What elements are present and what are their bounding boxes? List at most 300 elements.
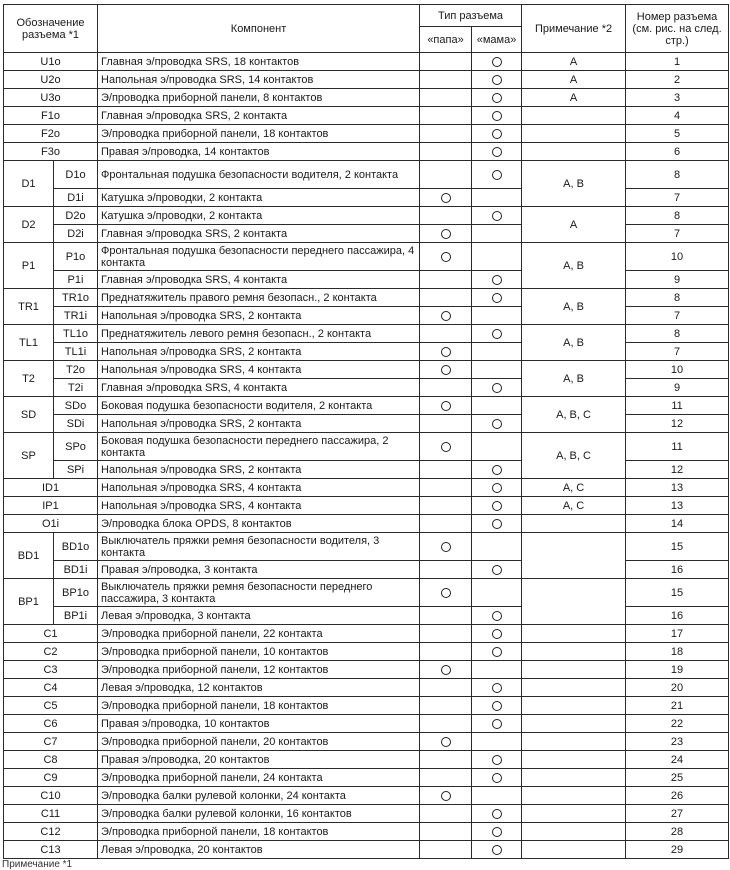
connector-circle-mark xyxy=(492,293,502,303)
row-male-type xyxy=(420,189,472,207)
row-male-type xyxy=(420,89,472,107)
table-row xyxy=(4,497,729,515)
row-component: Правая э/проводка, 20 контактов xyxy=(98,751,420,769)
connector-circle-mark xyxy=(492,501,502,511)
row-component: Э/проводка приборной панели, 18 контактов xyxy=(98,697,420,715)
row-male-type xyxy=(420,805,472,823)
connector-circle-mark xyxy=(441,542,451,552)
row-male-type xyxy=(420,225,472,243)
row-connector-number: 8 xyxy=(626,207,729,225)
connector-circle-mark xyxy=(492,465,502,475)
row-component: Напольная э/проводка SRS, 4 контакта xyxy=(98,361,420,379)
table-row xyxy=(4,679,729,697)
table-row xyxy=(4,125,729,143)
row-male-type xyxy=(420,823,472,841)
row-code: C7 xyxy=(4,733,98,751)
row-note xyxy=(522,733,626,751)
row-male-type xyxy=(420,751,472,769)
row-female-type xyxy=(472,397,522,415)
header-connector-number: Номер разъема (см. рис. на след. стр.) xyxy=(626,5,729,53)
row-female-type xyxy=(472,643,522,661)
row-connector-number: 21 xyxy=(626,697,729,715)
row-connector-number: 10 xyxy=(626,243,729,271)
table-row xyxy=(4,625,729,643)
row-code: BD1o xyxy=(54,533,98,561)
row-female-type xyxy=(472,107,522,125)
row-connector-number: 26 xyxy=(626,787,729,805)
row-female-type xyxy=(472,271,522,289)
connector-circle-mark xyxy=(492,57,502,67)
row-note: A, C xyxy=(522,479,626,497)
row-female-type xyxy=(472,479,522,497)
row-female-type xyxy=(472,125,522,143)
row-code: SPo xyxy=(54,433,98,461)
connector-circle-mark xyxy=(441,665,451,675)
row-code: BP1o xyxy=(54,579,98,607)
row-code: SDo xyxy=(54,397,98,415)
table-row xyxy=(4,823,729,841)
row-male-type xyxy=(420,143,472,161)
row-female-type xyxy=(472,225,522,243)
connector-circle-mark xyxy=(492,75,502,85)
row-connector-number: 19 xyxy=(626,661,729,679)
table-row xyxy=(4,89,729,107)
row-male-type xyxy=(420,625,472,643)
row-male-type xyxy=(420,71,472,89)
row-note xyxy=(522,515,626,533)
connector-circle-mark xyxy=(441,193,451,203)
row-note: A, B, C xyxy=(522,433,626,479)
row-female-type xyxy=(472,307,522,325)
row-connector-number: 15 xyxy=(626,579,729,607)
connector-circle-mark xyxy=(492,701,502,711)
row-component: Э/проводка балки рулевой колонки, 16 контактов xyxy=(98,805,420,823)
row-component: Выключатель пряжки ремня безопасности водителя, 3 контакта xyxy=(98,533,420,561)
row-male-type xyxy=(420,379,472,397)
table-row xyxy=(4,161,729,189)
connector-circle-mark xyxy=(441,442,451,452)
row-note: A, B xyxy=(522,325,626,361)
row-female-type xyxy=(472,625,522,643)
row-male-type xyxy=(420,679,472,697)
row-female-type xyxy=(472,561,522,579)
row-female-type xyxy=(472,161,522,189)
row-component: Э/проводка приборной панели, 10 контактов xyxy=(98,643,420,661)
row-component: Левая э/проводка, 12 контактов xyxy=(98,679,420,697)
row-note xyxy=(522,841,626,859)
row-group-code: TL1 xyxy=(4,325,54,361)
row-connector-number: 5 xyxy=(626,125,729,143)
row-connector-number: 7 xyxy=(626,225,729,243)
row-code: D2o xyxy=(54,207,98,225)
row-group-code: BD1 xyxy=(4,533,54,579)
row-component: Э/проводка приборной панели, 20 контактов xyxy=(98,733,420,751)
row-connector-number: 17 xyxy=(626,625,729,643)
row-female-type xyxy=(472,53,522,71)
row-connector-number: 12 xyxy=(626,461,729,479)
row-component: Главная э/проводка SRS, 2 контакта xyxy=(98,107,420,125)
row-note: A, B, C xyxy=(522,397,626,433)
connector-circle-mark xyxy=(492,147,502,157)
table-row xyxy=(4,841,729,859)
row-code: C4 xyxy=(4,679,98,697)
row-female-type xyxy=(472,787,522,805)
connector-circle-mark xyxy=(492,755,502,765)
connector-circle-mark xyxy=(492,329,502,339)
row-group-code: SD xyxy=(4,397,54,433)
row-connector-number: 13 xyxy=(626,479,729,497)
header-designation: Обозначение разъема *1 xyxy=(4,5,98,53)
row-component: Правая э/проводка, 3 контакта xyxy=(98,561,420,579)
connector-circle-mark xyxy=(441,791,451,801)
row-connector-number: 9 xyxy=(626,379,729,397)
row-code: TL1o xyxy=(54,325,98,343)
connector-circle-mark xyxy=(441,311,451,321)
row-component: Боковая подушка безопасности водителя, 2 контакта xyxy=(98,397,420,415)
row-code: D2i xyxy=(54,225,98,243)
row-component: Правая э/проводка, 10 контактов xyxy=(98,715,420,733)
row-female-type xyxy=(472,607,522,625)
row-group-code: SP xyxy=(4,433,54,479)
row-male-type xyxy=(420,715,472,733)
row-code: D1i xyxy=(54,189,98,207)
row-note xyxy=(522,643,626,661)
header-note: Примечание *2 xyxy=(522,5,626,53)
row-code: TR1o xyxy=(54,289,98,307)
connector-circle-mark xyxy=(492,519,502,529)
row-female-type xyxy=(472,733,522,751)
table-row xyxy=(4,361,729,379)
row-female-type xyxy=(472,343,522,361)
row-male-type xyxy=(420,107,472,125)
row-female-type xyxy=(472,841,522,859)
row-male-type xyxy=(420,607,472,625)
row-note xyxy=(522,715,626,733)
connector-circle-mark xyxy=(492,211,502,221)
table-row xyxy=(4,289,729,307)
connector-circle-mark xyxy=(441,229,451,239)
row-note xyxy=(522,823,626,841)
row-note xyxy=(522,769,626,787)
row-note: A, B xyxy=(522,289,626,325)
row-component: Главная э/проводка SRS, 4 контакта xyxy=(98,379,420,397)
row-group-code: BP1 xyxy=(4,579,54,625)
row-code: U2o xyxy=(4,71,98,89)
row-female-type xyxy=(472,361,522,379)
row-connector-number: 8 xyxy=(626,289,729,307)
row-group-code: D1 xyxy=(4,161,54,207)
row-male-type xyxy=(420,397,472,415)
row-male-type xyxy=(420,769,472,787)
row-component: Э/проводка приборной панели, 18 контактов xyxy=(98,823,420,841)
row-code: C13 xyxy=(4,841,98,859)
connector-circle-mark xyxy=(492,170,502,180)
row-male-type xyxy=(420,479,472,497)
row-component: Напольная э/проводка SRS, 4 контакта xyxy=(98,497,420,515)
row-female-type xyxy=(472,71,522,89)
connector-circle-mark xyxy=(441,347,451,357)
row-note xyxy=(522,107,626,125)
table-row xyxy=(4,53,729,71)
row-male-type xyxy=(420,53,472,71)
table-row xyxy=(4,661,729,679)
row-connector-number: 16 xyxy=(626,561,729,579)
row-note xyxy=(522,805,626,823)
row-male-type xyxy=(420,161,472,189)
connector-circle-mark xyxy=(492,683,502,693)
header-female: «мама» xyxy=(472,27,522,53)
connector-circle-mark xyxy=(441,737,451,747)
row-note xyxy=(522,679,626,697)
row-code: T2i xyxy=(54,379,98,397)
row-male-type xyxy=(420,271,472,289)
row-component: Напольная э/проводка SRS, 14 контактов xyxy=(98,71,420,89)
table-row xyxy=(4,107,729,125)
table-row xyxy=(4,71,729,89)
row-note xyxy=(522,697,626,715)
row-female-type xyxy=(472,461,522,479)
row-code: F2o xyxy=(4,125,98,143)
row-note xyxy=(522,787,626,805)
row-female-type xyxy=(472,533,522,561)
connector-circle-mark xyxy=(492,111,502,121)
row-female-type xyxy=(472,207,522,225)
row-male-type xyxy=(420,361,472,379)
connector-table-body xyxy=(4,53,729,859)
row-code: C11 xyxy=(4,805,98,823)
row-female-type xyxy=(472,515,522,533)
row-component: Фронтальная подушка безопасности переднего пассажира, 4 контакта xyxy=(98,243,420,271)
connector-circle-mark xyxy=(492,483,502,493)
connector-circle-mark xyxy=(492,93,502,103)
row-component: Боковая подушка безопасности переднего пассажира, 2 контакта xyxy=(98,433,420,461)
connector-circle-mark xyxy=(441,401,451,411)
row-code: C5 xyxy=(4,697,98,715)
row-code: P1i xyxy=(54,271,98,289)
connector-circle-mark xyxy=(492,845,502,855)
table-row xyxy=(4,207,729,225)
table-row xyxy=(4,579,729,607)
row-connector-number: 15 xyxy=(626,533,729,561)
row-component: Э/проводка приборной панели, 12 контактов xyxy=(98,661,420,679)
row-group-code: P1 xyxy=(4,243,54,289)
row-connector-number: 22 xyxy=(626,715,729,733)
row-component: Преднатяжитель левого ремня безопасн., 2 контакта xyxy=(98,325,420,343)
table-row xyxy=(4,515,729,533)
row-female-type xyxy=(472,433,522,461)
row-code: SPi xyxy=(54,461,98,479)
row-female-type xyxy=(472,325,522,343)
table-row xyxy=(4,479,729,497)
row-note: A, C xyxy=(522,497,626,515)
table-row xyxy=(4,715,729,733)
row-note: A, B xyxy=(522,243,626,289)
row-component: Катушка э/проводки, 2 контакта xyxy=(98,189,420,207)
row-connector-number: 9 xyxy=(626,271,729,289)
row-code: C6 xyxy=(4,715,98,733)
row-note: A xyxy=(522,207,626,243)
header-connector-type: Тип разъема xyxy=(420,5,522,27)
row-connector-number: 12 xyxy=(626,415,729,433)
row-code: IP1 xyxy=(4,497,98,515)
row-female-type xyxy=(472,661,522,679)
row-connector-number: 3 xyxy=(626,89,729,107)
connector-circle-mark xyxy=(492,647,502,657)
table-row xyxy=(4,805,729,823)
row-male-type xyxy=(420,343,472,361)
row-component: Напольная э/проводка SRS, 2 контакта xyxy=(98,343,420,361)
connector-circle-mark xyxy=(492,419,502,429)
table-row xyxy=(4,697,729,715)
table-row xyxy=(4,751,729,769)
row-connector-number: 18 xyxy=(626,643,729,661)
row-female-type xyxy=(472,89,522,107)
row-note: A xyxy=(522,71,626,89)
connector-circle-mark xyxy=(492,809,502,819)
row-female-type xyxy=(472,143,522,161)
row-component: Напольная э/проводка SRS, 2 контакта xyxy=(98,307,420,325)
row-connector-number: 13 xyxy=(626,497,729,515)
row-component: Э/проводка приборной панели, 8 контактов xyxy=(98,89,420,107)
table-row xyxy=(4,143,729,161)
row-male-type xyxy=(420,841,472,859)
table-row xyxy=(4,733,729,751)
table-row xyxy=(4,325,729,343)
row-female-type xyxy=(472,579,522,607)
row-code: U1o xyxy=(4,53,98,71)
row-connector-number: 8 xyxy=(626,161,729,189)
row-code: C3 xyxy=(4,661,98,679)
row-male-type xyxy=(420,579,472,607)
row-component: Правая э/проводка, 14 контактов xyxy=(98,143,420,161)
row-code: C2 xyxy=(4,643,98,661)
row-group-code: T2 xyxy=(4,361,54,397)
row-group-code: D2 xyxy=(4,207,54,243)
row-female-type xyxy=(472,823,522,841)
row-male-type xyxy=(420,325,472,343)
row-note: A, B xyxy=(522,361,626,397)
row-male-type xyxy=(420,461,472,479)
row-component: Э/проводка балки рулевой колонки, 24 контакта xyxy=(98,787,420,805)
row-male-type xyxy=(420,515,472,533)
connector-circle-mark xyxy=(492,629,502,639)
row-component: Напольная э/проводка SRS, 2 контакта xyxy=(98,461,420,479)
row-note xyxy=(522,579,626,625)
row-connector-number: 16 xyxy=(626,607,729,625)
row-note: A, B xyxy=(522,161,626,207)
table-row xyxy=(4,643,729,661)
row-connector-number: 11 xyxy=(626,433,729,461)
row-connector-number: 25 xyxy=(626,769,729,787)
row-male-type xyxy=(420,207,472,225)
row-connector-number: 6 xyxy=(626,143,729,161)
row-code: BD1i xyxy=(54,561,98,579)
row-male-type xyxy=(420,561,472,579)
row-code: C10 xyxy=(4,787,98,805)
row-code: F3o xyxy=(4,143,98,161)
row-connector-number: 11 xyxy=(626,397,729,415)
row-component: Главная э/проводка SRS, 18 контактов xyxy=(98,53,420,71)
row-component: Фронтальная подушка безопасности водителя, 2 контакта xyxy=(98,161,420,189)
row-connector-number: 28 xyxy=(626,823,729,841)
connector-circle-mark xyxy=(492,565,502,575)
row-component: Напольная э/проводка SRS, 4 контакта xyxy=(98,479,420,497)
row-code: U3o xyxy=(4,89,98,107)
row-connector-number: 1 xyxy=(626,53,729,71)
row-note xyxy=(522,533,626,579)
row-female-type xyxy=(472,697,522,715)
connector-circle-mark xyxy=(492,773,502,783)
footer-note-fragment: Примечание *1 xyxy=(2,859,73,870)
row-component: Преднатяжитель правого ремня безопасн., 2 контакта xyxy=(98,289,420,307)
connector-table-sheet xyxy=(3,4,729,859)
row-male-type xyxy=(420,415,472,433)
row-male-type xyxy=(420,733,472,751)
row-note xyxy=(522,125,626,143)
connector-circle-mark xyxy=(492,275,502,285)
row-component: Левая э/проводка, 3 контакта xyxy=(98,607,420,625)
row-male-type xyxy=(420,289,472,307)
row-female-type xyxy=(472,805,522,823)
row-note xyxy=(522,661,626,679)
connector-circle-mark xyxy=(492,129,502,139)
row-male-type xyxy=(420,697,472,715)
row-code: BP1i xyxy=(54,607,98,625)
row-connector-number: 7 xyxy=(626,343,729,361)
row-component: Главная э/проводка SRS, 2 контакта xyxy=(98,225,420,243)
row-component: Э/проводка приборной панели, 22 контакта xyxy=(98,625,420,643)
row-male-type xyxy=(420,243,472,271)
row-male-type xyxy=(420,497,472,515)
row-note xyxy=(522,143,626,161)
row-connector-number: 14 xyxy=(626,515,729,533)
row-female-type xyxy=(472,379,522,397)
row-female-type xyxy=(472,189,522,207)
connector-circle-mark xyxy=(441,588,451,598)
connector-circle-mark xyxy=(492,827,502,837)
table-row xyxy=(4,533,729,561)
table-row xyxy=(4,769,729,787)
row-female-type xyxy=(472,679,522,697)
row-component: Выключатель пряжки ремня безопасности переднего пассажира, 3 контакта xyxy=(98,579,420,607)
row-male-type xyxy=(420,307,472,325)
row-connector-number: 2 xyxy=(626,71,729,89)
connector-circle-mark xyxy=(441,365,451,375)
row-code: O1i xyxy=(4,515,98,533)
table-row xyxy=(4,397,729,415)
row-female-type xyxy=(472,243,522,271)
row-code: T2o xyxy=(54,361,98,379)
row-component: Э/проводка приборной панели, 18 контактов xyxy=(98,125,420,143)
row-female-type xyxy=(472,497,522,515)
row-male-type xyxy=(420,787,472,805)
row-connector-number: 23 xyxy=(626,733,729,751)
row-male-type xyxy=(420,433,472,461)
row-code: C12 xyxy=(4,823,98,841)
connector-circle-mark xyxy=(492,383,502,393)
row-component: Главная э/проводка SRS, 4 контакта xyxy=(98,271,420,289)
row-male-type xyxy=(420,643,472,661)
row-connector-number: 24 xyxy=(626,751,729,769)
row-code: C9 xyxy=(4,769,98,787)
row-connector-number: 20 xyxy=(626,679,729,697)
row-code: TR1i xyxy=(54,307,98,325)
row-female-type xyxy=(472,715,522,733)
row-note xyxy=(522,751,626,769)
row-note: A xyxy=(522,53,626,71)
connector-circle-mark xyxy=(492,611,502,621)
row-code: P1o xyxy=(54,243,98,271)
